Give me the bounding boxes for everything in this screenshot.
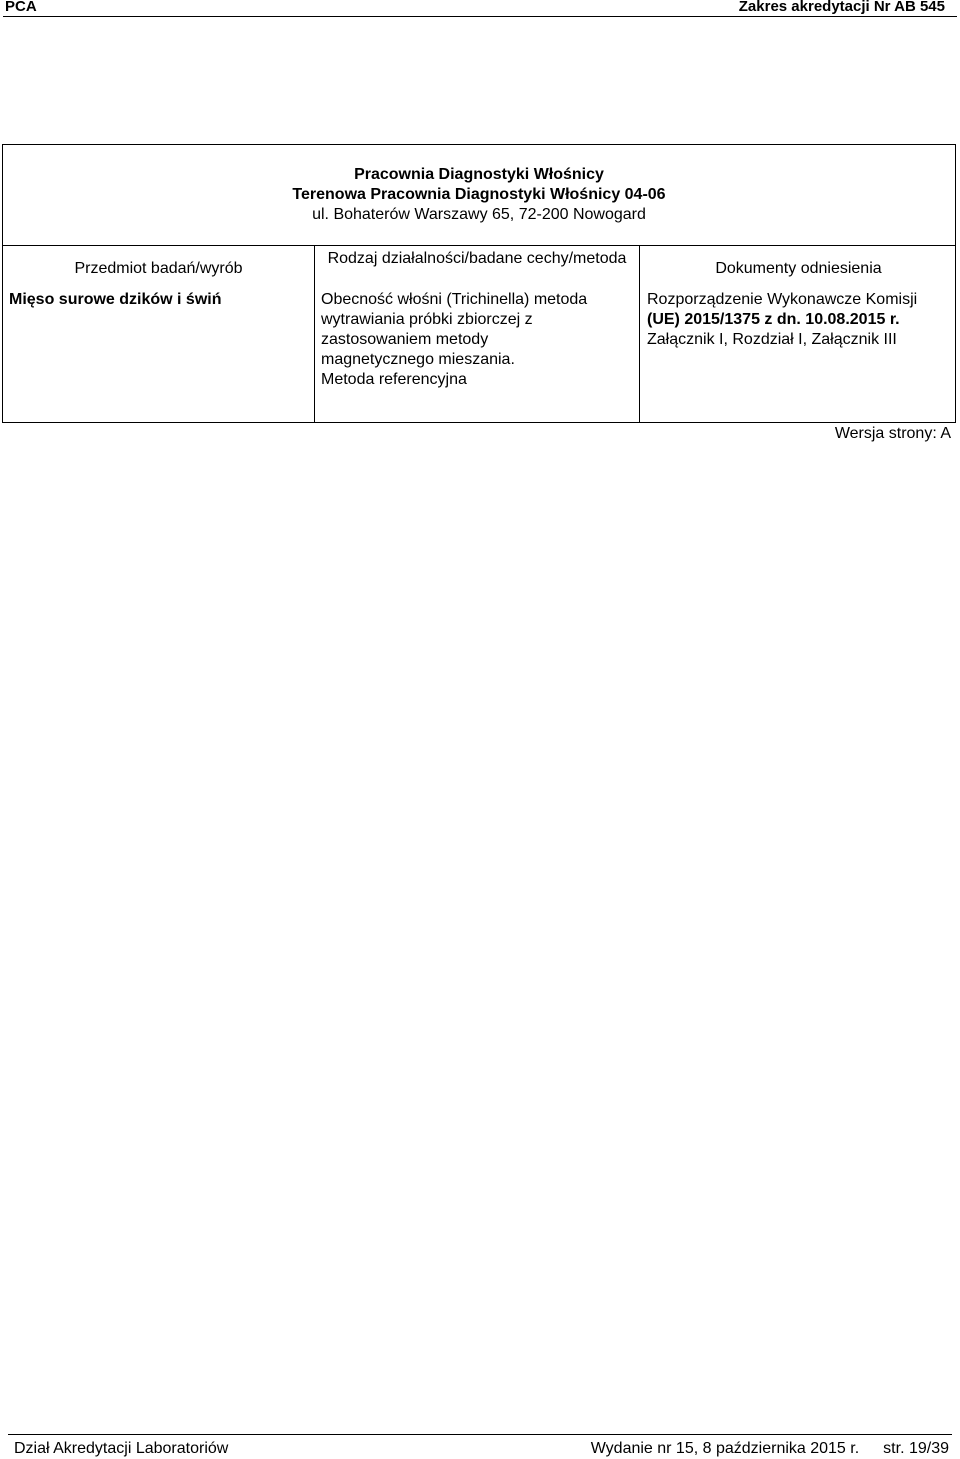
footer-right xyxy=(591,1440,949,1458)
header-right: Zakres akredytacji Nr AB 545 xyxy=(738,0,945,15)
column-divider xyxy=(314,246,315,422)
laboratory-name: Pracownia Diagnostyki Włośnicy xyxy=(354,166,604,183)
documents-line: Rozporządzenie Wykonawcze Komisji xyxy=(647,291,918,308)
activity-line: Obecność włośni (Trichinella) metoda xyxy=(321,291,588,308)
header-documents: Dokumenty odniesienia xyxy=(715,260,882,277)
activity-line: magnetycznego mieszania. xyxy=(321,351,515,368)
documents-line: Załącznik I, Rozdział I, Załącznik III xyxy=(647,331,897,348)
footer-department: Dział Akredytacji Laboratoriów xyxy=(14,1440,229,1457)
laboratory-box xyxy=(2,144,956,245)
header-divider xyxy=(3,16,957,17)
cell-documents xyxy=(647,290,953,350)
cell-activity xyxy=(321,290,633,390)
activity-line: Metoda referencyjna xyxy=(321,371,467,388)
page-version: Wersja strony: A xyxy=(834,425,951,442)
footer-page-number: str. 19/39 xyxy=(883,1440,949,1457)
laboratory-address: ul. Bohaterów Warszawy 65, 72-200 Nowogard xyxy=(312,206,646,223)
accreditation-table xyxy=(2,245,956,423)
activity-line: zastosowaniem metody xyxy=(321,331,489,348)
documents-line: (UE) 2015/1375 z dn. 10.08.2015 r. xyxy=(647,311,900,328)
cell-subject: Mięso surowe dzików i świń xyxy=(9,291,222,308)
activity-line: wytrawiania próbki zbiorczej z xyxy=(321,311,533,328)
header-subject: Przedmiot badań/wyrób xyxy=(74,260,243,277)
footer-divider xyxy=(8,1434,952,1435)
header-left: PCA xyxy=(5,0,37,15)
header-activity: Rodzaj działalności/badane cechy/metoda xyxy=(327,250,627,267)
footer-edition: Wydanie nr 15, 8 października 2015 r. xyxy=(590,1440,860,1457)
laboratory-branch: Terenowa Pracownia Diagnostyki Włośnicy 04-06 xyxy=(292,186,666,203)
